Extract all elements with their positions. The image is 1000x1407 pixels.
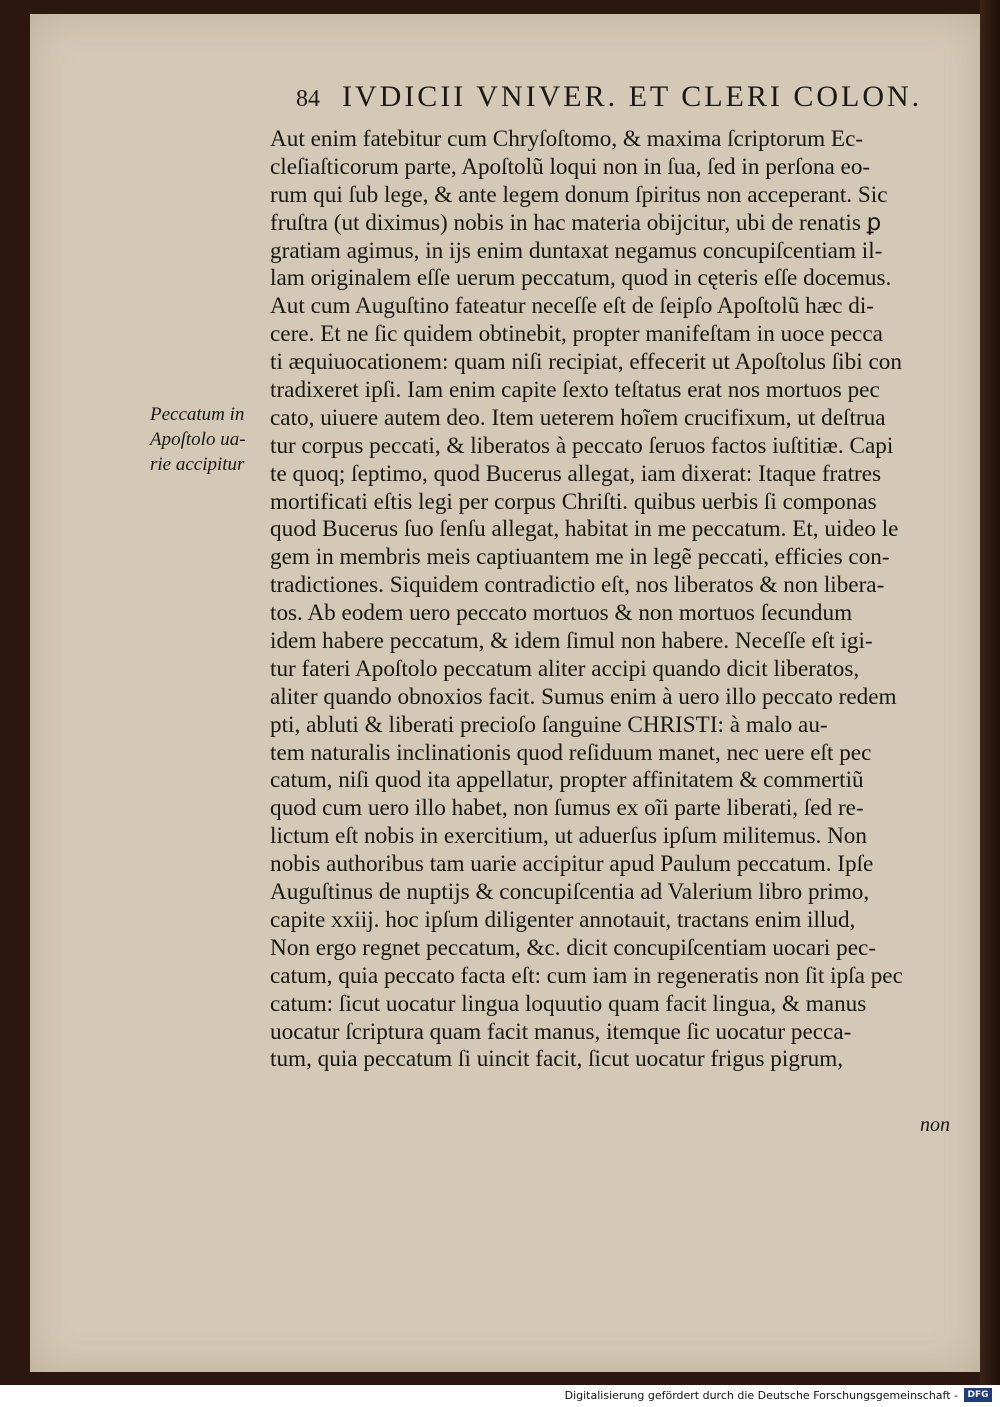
text-line: tur corpus peccati, & liberatos à peccato ſeruos factos iuſtitiæ. Capi: [270, 432, 894, 459]
text-line: tradixeret ipſi. Iam enim capite ſexto teſtatus erat nos mortuos pec: [270, 377, 880, 404]
text-line: Non ergo regnet peccatum, &c. dicit concupiſcentiam uocari pec-: [270, 934, 877, 961]
marginal-note-line: Apoſtolo ua-: [150, 429, 246, 450]
running-title: IVDICII VNIVER. ET CLERI COLON.: [342, 80, 923, 113]
text-line: cato, uiuere autem deo. Item ueterem hoĩem crucifixum, ut deſtrua: [270, 404, 886, 431]
text-line: rum qui ſub lege, & ante legem donum ſpiritus non acceperant. Sic: [270, 181, 888, 208]
text-line: tum, quia peccatum ſi uincit facit, ſicut uocatur frigus pigrum,: [270, 1046, 844, 1073]
text-line: aliter quando obnoxios facit. Sumus enim à uero illo peccato redem: [270, 683, 897, 710]
footer-credit: Digitalisierung gefördert durch die Deutsche Forschungsgemeinschaft -: [564, 1389, 958, 1402]
text-line: idem habere peccatum, & idem ſimul non habere. Neceſſe eſt igi-: [270, 628, 873, 655]
text-line: ti æquiuocationem: quam niſi recipiat, effecerit ut Apoſtolus ſibi con: [270, 349, 902, 376]
text-line: tos. Ab eodem uero peccato mortuos & non mortuos ſecundum: [270, 600, 853, 627]
text-line: quod cum uero illo habet, non ſumus ex oĩi parte liberati, ſed re-: [270, 795, 864, 822]
text-line: mortificati eſtis legi per corpus Chriſti. quibus uerbis ſi componas: [270, 488, 877, 515]
text-line: uocatur ſcriptura quam facit manus, itemque ſic uocatur pecca-: [270, 1018, 852, 1045]
marginal-note: [150, 402, 268, 477]
dfg-logo: DFG: [964, 1388, 992, 1402]
text-line: tur fateri Apoſtolo peccatum aliter accipi quando dicit liberatos,: [270, 655, 860, 682]
marginal-note-line: rie accipitur: [150, 454, 245, 475]
text-line: catum, niſi quod ita appellatur, propter affinitatem & commertiũ: [270, 767, 864, 794]
text-line: gratiam agimus, in ijs enim duntaxat negamus concupiſcentiam il-: [270, 237, 883, 264]
text-line: Auguſtinus de nuptijs & concupiſcentia ad Valerium libro primo,: [270, 879, 870, 906]
text-line: cere. Et ne ſic quidem obtinebit, propter manifeſtam in uoce pecca: [270, 321, 883, 348]
page-number: 84: [296, 86, 320, 112]
body-text: [270, 126, 960, 1074]
text-line: quod Bucerus ſuo ſenſu allegat, habitat in me peccatum. Et, uideo le: [270, 516, 899, 543]
text-line: tradictiones. Siquidem contradictio eſt, nos liberatos & non libera-: [270, 572, 885, 599]
text-line: gem in membris meis captiuantem me in legẽ peccati, efficies con-: [270, 544, 890, 571]
text-line: fruſtra (ut diximus) nobis in hac materia obijcitur, ubi de renatis ꝑ: [270, 209, 882, 236]
digitization-footer: [0, 1385, 1000, 1407]
marginal-note-line: Peccatum in: [150, 404, 245, 425]
text-line: cleſiaſticorum parte, Apoſtolũ loqui non in ſua, ſed in perſona eo-: [270, 153, 871, 180]
catchword: non: [920, 1114, 950, 1136]
text-line: te quoq; ſeptimo, quod Bucerus allegat, iam dixerat: Itaque fratres: [270, 460, 882, 487]
book-spine: [980, 0, 1000, 1385]
running-header: [296, 80, 956, 120]
text-line: nobis authoribus tam uarie accipitur apud Paulum peccatum. Ipſe: [270, 851, 874, 878]
text-line: lam originalem eſſe uerum peccatum, quod in cęteris eſſe docemus.: [270, 265, 892, 292]
text-line: Aut cum Auguſtino fateatur neceſſe eſt de ſeipſo Apoſtolũ hæc di-: [270, 293, 875, 320]
text-line: Aut enim fatebitur cum Chryſoſtomo, & maxima ſcriptorum Ec-: [270, 126, 864, 152]
text-line: catum: ſicut uocatur lingua loquutio quam facit lingua, & manus: [270, 990, 867, 1017]
text-line: lictum eſt nobis in exercitium, ut aduerſus ipſum militemus. Non: [270, 823, 867, 850]
text-line: tem naturalis inclinationis quod reſiduum manet, nec uere eſt pec: [270, 739, 872, 766]
text-line: pti, abluti & liberati precioſo ſanguine CHRISTI: à malo au-: [270, 711, 828, 738]
text-line: catum, quia peccato facta eſt: cum iam in regeneratis non ſit ipſa pec: [270, 962, 903, 989]
text-line: capite xxiij. hoc ipſum diligenter annotauit, tractans enim illud,: [270, 906, 856, 933]
